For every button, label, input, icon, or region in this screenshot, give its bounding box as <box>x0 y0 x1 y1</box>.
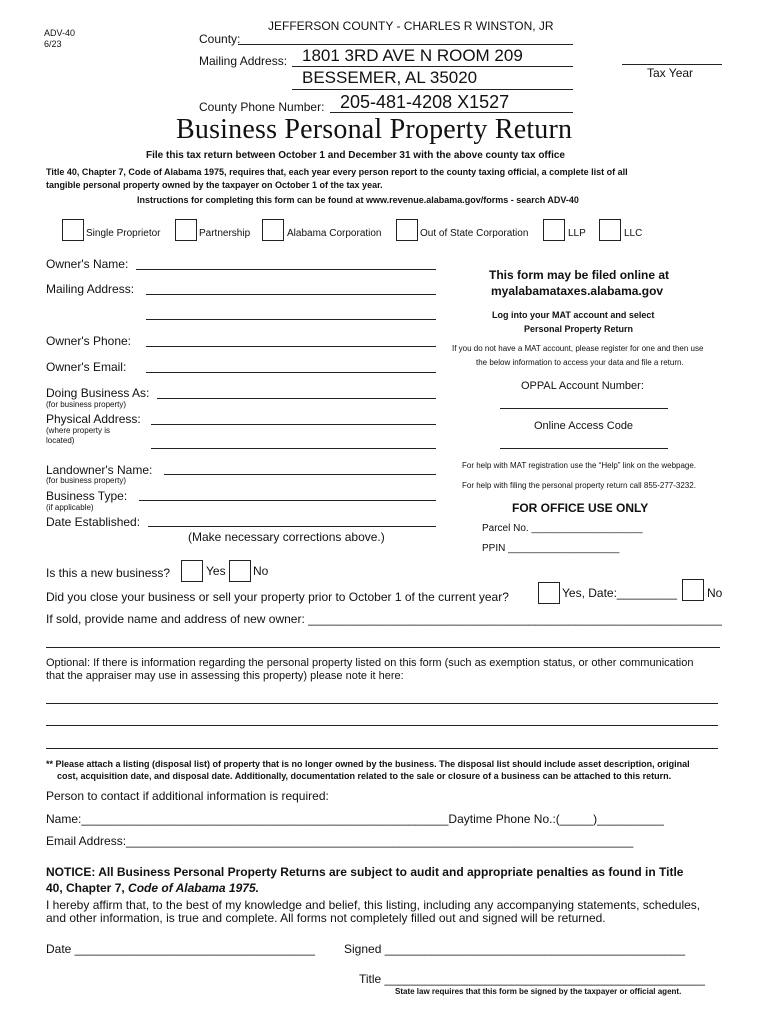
label-alabama-corporation: Alabama Corporation <box>287 228 382 239</box>
business-type-label: Business Type: <box>46 489 128 503</box>
mailing-label: Mailing Address: <box>199 54 288 68</box>
form-code: ADV-40 <box>44 28 76 38</box>
title-field[interactable]: Title ________________________________________________ <box>359 972 705 986</box>
owner-mailing-label: Mailing Address: <box>46 282 135 296</box>
owner-name-label: Owner's Name: <box>46 257 129 271</box>
page-title: Business Personal Property Return <box>176 114 573 145</box>
physical-address-field-2[interactable] <box>151 448 436 449</box>
dba-note: (for business property) <box>46 400 127 409</box>
optional-line-2: that the appraiser may use in assessing this property) please note it here: <box>46 670 404 682</box>
label-single-proprietor: Single Proprietor <box>86 228 161 239</box>
label-llp: LLP <box>568 228 586 239</box>
notice-line-2-prefix: 40, Chapter 7, <box>46 881 129 895</box>
access-code-label: Online Access Code <box>534 420 634 432</box>
physical-address-note-1: (where property is <box>46 426 111 435</box>
footer-note: State law requires that this form be signed by the taxpayer or official agent. <box>395 987 682 996</box>
mailing-line-2 <box>292 89 573 90</box>
landowner-label: Landowner's Name: <box>46 463 153 477</box>
mailing-address-line1[interactable]: 1801 3RD AVE N ROOM 209 <box>302 46 523 65</box>
new-business-question: Is this a new business? <box>46 566 171 580</box>
optional-line-1: Optional: If there is information regarding the personal property listed on this form (such as exemption status, or other communication <box>46 657 694 669</box>
tax-year-label: Tax Year <box>647 66 694 80</box>
label-new-business-yes: Yes <box>206 564 226 578</box>
checkbox-closed-no[interactable] <box>682 579 704 601</box>
owner-email-field[interactable] <box>146 372 436 373</box>
business-type-field[interactable] <box>139 500 436 501</box>
landowner-field[interactable] <box>164 474 436 475</box>
date-signature-field[interactable]: Date ____________________________________ <box>46 942 315 956</box>
affirmation-line-2: and other information, is true and complete. All forms not completely filled out and signed will be returned. <box>46 911 606 925</box>
checkbox-llc[interactable] <box>599 219 621 241</box>
access-code-field[interactable] <box>500 448 668 449</box>
checkbox-closed-yes[interactable] <box>538 582 560 604</box>
owner-phone-label: Owner's Phone: <box>46 334 132 348</box>
contact-email[interactable]: Email Address:____________________________________________________________________________ <box>46 834 634 848</box>
code-of-alabama: Code of Alabama 1975. <box>128 881 259 895</box>
ppin-label: PPIN ____________________ <box>482 543 620 554</box>
tax-year-field[interactable] <box>622 64 722 65</box>
online-line-6: the below information to access your data and file a return. <box>476 358 684 367</box>
owner-name-field[interactable] <box>136 269 436 270</box>
dba-label: Doing Business As: <box>46 386 150 400</box>
new-owner-field-2[interactable] <box>46 647 720 648</box>
intro-line-2: tangible personal property owned by the taxpayer on October 1 of the tax year. <box>46 180 383 190</box>
label-new-business-no: No <box>253 564 269 578</box>
form-revision: 6/23 <box>44 39 62 49</box>
date-established-field[interactable] <box>148 526 436 527</box>
owner-email-label: Owner's Email: <box>46 360 127 374</box>
owner-mailing-field-1[interactable] <box>146 294 436 295</box>
physical-address-label: Physical Address: <box>46 412 141 426</box>
county-label: County: <box>199 32 241 46</box>
landowner-note: (for business property) <box>46 476 127 485</box>
contact-heading: Person to contact if additional information is required: <box>46 789 329 803</box>
label-closed-no: No <box>707 586 723 600</box>
online-site[interactable]: myalabamataxes.alabama.gov <box>491 284 664 298</box>
label-closed-yes-date[interactable]: Yes, Date:_________ <box>562 586 677 600</box>
online-line-1: This form may be filed online at <box>489 268 670 282</box>
checkbox-llp[interactable] <box>543 219 565 241</box>
disposal-note-1: ** Please attach a listing (disposal list) of property that is no longer owned by the business. The disposal list should include asset description, original <box>46 759 690 769</box>
checkbox-partnership[interactable] <box>175 219 197 241</box>
county-phone-value[interactable]: 205-481-4208 X1527 <box>340 92 510 112</box>
online-line-4: Personal Property Return <box>524 324 634 334</box>
optional-note-field-3[interactable] <box>46 748 718 749</box>
closed-business-question: Did you close your business or sell your property prior to October 1 of the current year? <box>46 590 509 604</box>
filing-period: File this tax return between October 1 and December 31 with the above county tax office <box>146 150 565 161</box>
corrections-note: (Make necessary corrections above.) <box>188 530 385 544</box>
help-return: For help with filing the personal property return call 855-277-3232. <box>462 481 696 490</box>
county-value[interactable]: JEFFERSON COUNTY - CHARLES R WINSTON, JR <box>268 19 554 33</box>
affirmation-line-1: I hereby affirm that, to the best of my knowledge and belief, this listing, including any accompanying statements, schedules, <box>46 898 701 912</box>
checkbox-single-proprietor[interactable] <box>62 219 84 241</box>
notice-line-2 <box>46 881 259 895</box>
online-line-5: If you do not have a MAT account, please register for one and then use <box>452 344 704 353</box>
mailing-line-1 <box>292 66 573 67</box>
new-owner-prompt[interactable]: If sold, provide name and address of new owner: ______________________________________________________________ <box>46 612 722 626</box>
label-llc: LLC <box>624 228 643 239</box>
physical-address-note-2: located) <box>46 436 75 445</box>
checkbox-alabama-corporation[interactable] <box>262 219 284 241</box>
signed-field[interactable]: Signed _____________________________________________ <box>344 942 686 956</box>
online-line-3: Log into your MAT account and select <box>492 310 655 320</box>
checkbox-out-of-state-corporation[interactable] <box>396 219 418 241</box>
help-mat: For help with MAT registration use the “Help” link on the webpage. <box>462 461 697 470</box>
optional-note-field-1[interactable] <box>46 703 718 704</box>
parcel-label: Parcel No. ____________________ <box>482 523 643 534</box>
owner-mailing-field-2[interactable] <box>146 319 436 320</box>
county-phone-label: County Phone Number: <box>199 100 325 114</box>
label-partnership: Partnership <box>199 228 251 239</box>
date-established-label: Date Established: <box>46 515 141 529</box>
owner-phone-field[interactable] <box>146 346 436 347</box>
county-line <box>238 44 573 45</box>
contact-name-phone[interactable]: Name:_______________________________________________________Daytime Phone No.:(_____)__________ <box>46 812 664 826</box>
disposal-note-2: cost, acquisition date, and disposal date. Additionally, documentation related to the sale or closure of a business can be attached to this return. <box>57 771 672 781</box>
checkbox-new-business-yes[interactable] <box>181 560 203 582</box>
checkbox-new-business-no[interactable] <box>229 560 251 582</box>
oppal-label: OPPAL Account Number: <box>521 380 644 392</box>
physical-address-field-1[interactable] <box>151 424 436 425</box>
optional-note-field-2[interactable] <box>46 725 718 726</box>
dba-field[interactable] <box>157 398 436 399</box>
intro-line-1: Title 40, Chapter 7, Code of Alabama 1975, requires that, each year every person report to the county taxing official, a complete list of all <box>46 167 628 177</box>
notice-line-1: NOTICE: All Business Personal Property Returns are subject to audit and appropriate penalties as found in Title <box>46 865 684 879</box>
label-out-of-state-corporation: Out of State Corporation <box>420 228 529 239</box>
oppal-field[interactable] <box>500 408 668 409</box>
business-type-note: (if applicable) <box>46 503 94 512</box>
instructions-link[interactable]: Instructions for completing this form can be found at www.revenue.alabama.gov/forms - search ADV-40 <box>137 195 579 205</box>
mailing-address-line2[interactable]: BESSEMER, AL 35020 <box>302 68 478 87</box>
office-use-heading: FOR OFFICE USE ONLY <box>512 501 649 515</box>
